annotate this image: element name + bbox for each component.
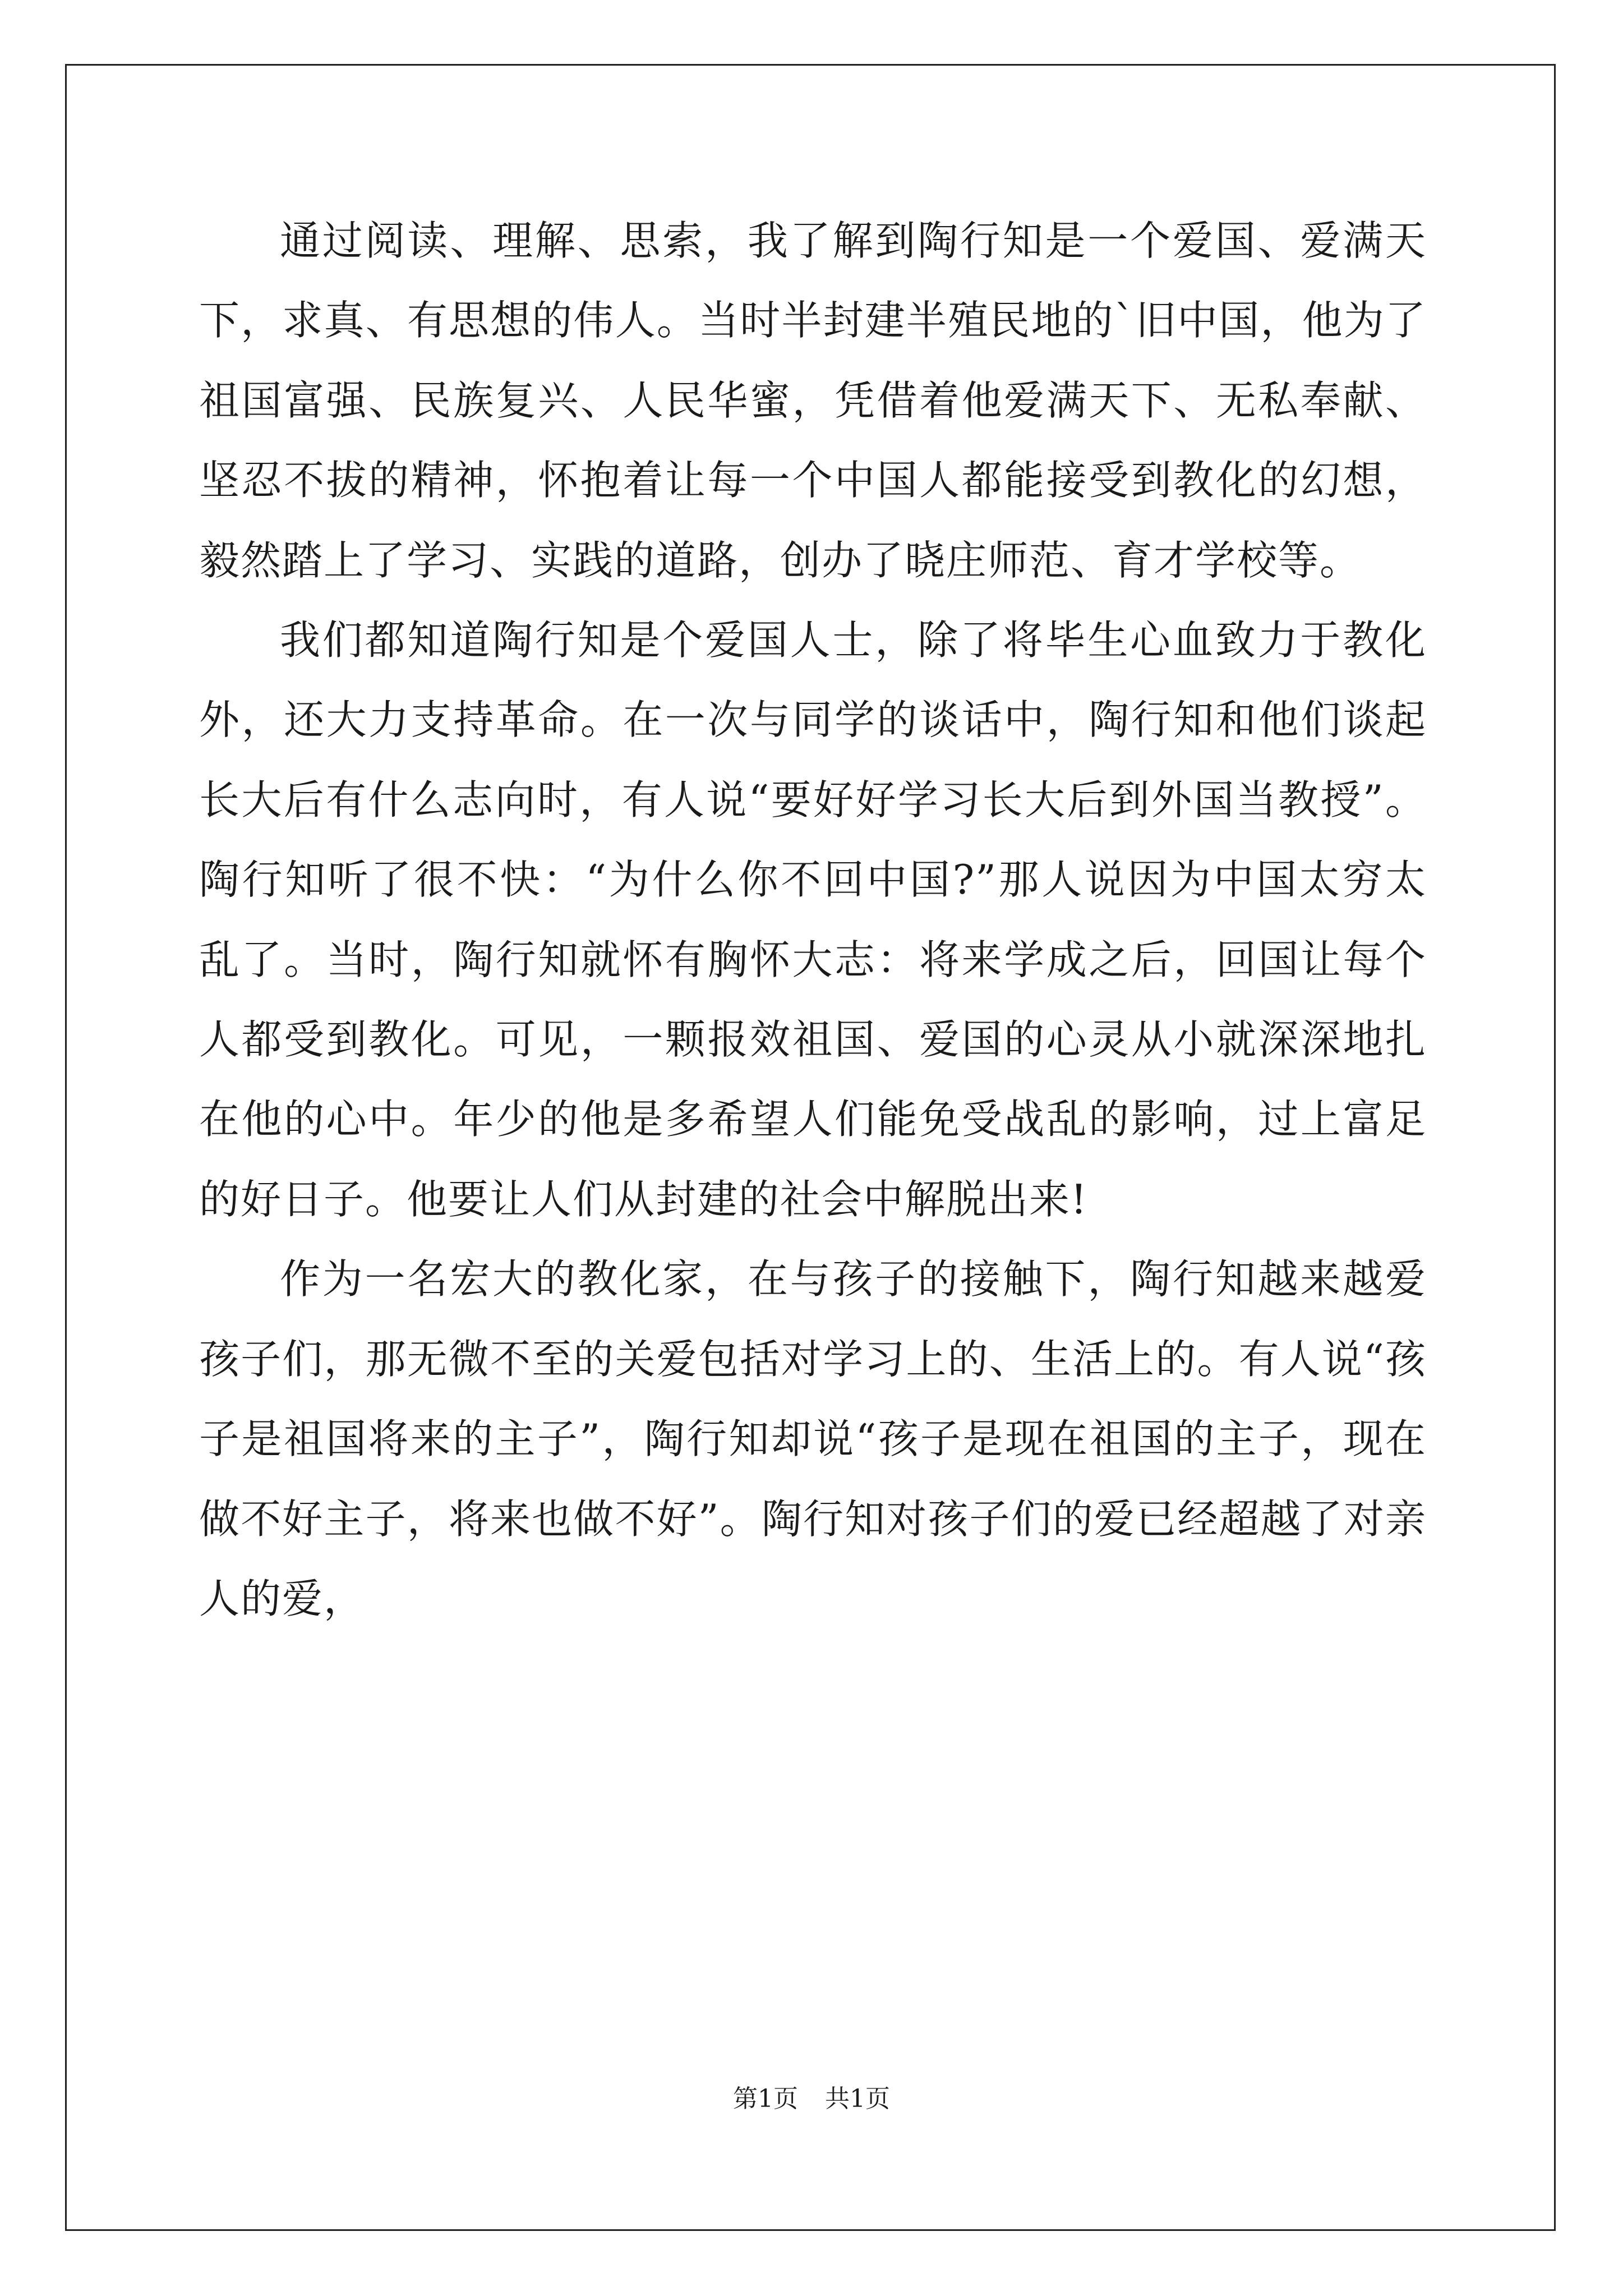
document-body [199,201,1427,1639]
page-footer [0,2082,1623,2116]
paragraph-3: 作为一名宏大的教化家，在与孩子的接触下，陶行知越来越爱孩子们，那无微不至的关爱包括对学习上的、生活上的。有人说“孩子是祖国将来的主子”，陶行知却说“孩子是现在祖国的主子，现在做不好主子，将来也做不好”。陶行知对孩子们的爱已经超越了对亲人的爱， [199,1255,1427,1622]
paragraph-1: 通过阅读、理解、思索，我了解到陶行知是一个爱国、爱满天下，求真、有思想的伟人。当时半封建半殖民地的`旧中国，他为了祖国富强、民族复兴、人民华蜜，凭借着他爱满天下、无私奉献、坚忍不拔的精神，怀抱着让每一个中国人都能接受到教化的幻想，毅然踏上了学习、实践的道路，创办了晓庄师范、育才学校等。 [199,217,1427,584]
page-number: 第1页 [733,2085,798,2113]
paragraph-2: 我们都知道陶行知是个爱国人士，除了将毕生心血致力于教化外，还大力支持革命。在一次与同学的谈话中，陶行知和他们谈起长大后有什么志向时，有人说“要好好学习长大后到外国当教授”。陶行知听了很不快：“为什么你不回中国?”那人说因为中国太穷太乱了。当时，陶行知就怀有胸怀大志：将来学成之后，回国让每个人都受到教化。可见，一颗报效祖国、爱国的心灵从小就深深地扎在他的心中。年少的他是多希望人们能免受战乱的影响，过上富足的好日子。他要让人们从封建的社会中解脱出来! [199,616,1427,1223]
page-total: 共1页 [825,2085,890,2113]
